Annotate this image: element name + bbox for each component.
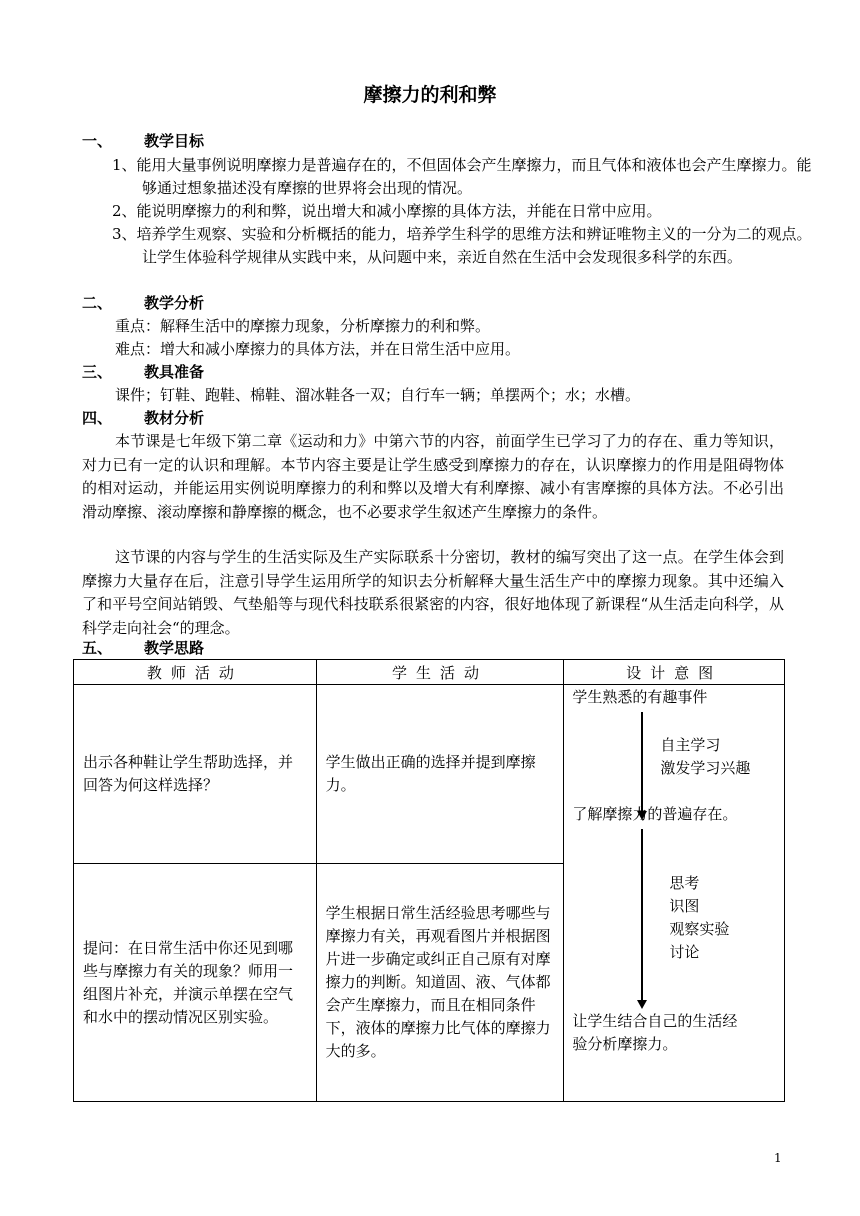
design-intent-cell: [565, 686, 783, 1100]
header-student-activity: 学生活动: [316, 660, 564, 685]
design-text: 了解摩擦力的普遍存在。: [572, 805, 738, 823]
objective-item: 3、培养学生观察、实验和分析概括的能力，培养学生科学的思维方法和辨证唯物主义的一分为二的观点。让学生体验科学规律从实践中来，从问题中来，亲近自然在生活中会发现很多科学的东西。: [112, 225, 812, 266]
design-text: 讨论: [669, 943, 700, 961]
page-number: 1: [774, 1151, 782, 1165]
section-heading-teaching-plan: [82, 637, 204, 659]
section-title: 教具准备: [144, 363, 205, 381]
section-title: 教材分析: [144, 409, 205, 427]
student-activity-cell: 学生根据日常生活经验思考哪些与摩擦力有关，再观看图片并根据图片进一步确定或纠正自己原有对摩擦力的判断。知道固、液、气体都会产生摩擦力，而且在相同条件下，液体的摩擦力比气体的摩擦力大的多。: [325, 904, 551, 1061]
flow-arrow: [641, 829, 643, 1001]
teacher-activity-cell: 出示各种鞋让学生帮助选择，并回答为何这样选择？: [83, 753, 294, 795]
design-text: 识图: [669, 897, 700, 915]
objective-item: 2、能说明摩擦力的利和弊，说出增大和减小摩擦的具体方法，并能在日常中应用。: [112, 202, 662, 220]
material-paragraph: 本节课是七年级下第二章《运动和力》中第六节的内容，前面学生已学习了力的存在、重力等知识，对力已有一定的认识和理解。本节内容主要是让学生感受到摩擦力的存在，认识摩擦力的作用是阻碍物体的相对运动，并能运用实例说明摩擦力的利和弊以及增大有利摩擦、减小有害摩擦的具体方法。不必引出滑动摩擦、滚动摩擦和静摩擦的概念，也不必要求学生叙述产生摩擦力的条件。: [82, 432, 784, 521]
teacher-activity-cell: 提问：在日常生活中你还见到哪些与摩擦力有关的现象？师用一组图片补充，并演示单摆在空气和水中的摆动情况区别实验。: [83, 938, 294, 1026]
section-number: 一、: [82, 132, 113, 150]
section-number: 二、: [82, 294, 113, 312]
section-number: 三、: [82, 363, 113, 381]
design-text: 验分析摩擦力。: [572, 1035, 678, 1053]
material-paragraph: 这节课的内容与学生的生活实际及生产实际联系十分密切，教材的编写突出了这一点。在学生体会到摩擦力大量存在后，注意引导学生运用所学的知识去分析解释大量生活生产中的摩擦力现象。其中还编入了和平号空间站销毁、气垫船等与现代科技联系很紧密的内容，很好地体现了新课程“从生活走向科学，从科学走向社会“的理念。: [82, 548, 784, 637]
flow-arrow: [641, 712, 643, 812]
section-title: 教学目标: [144, 132, 205, 150]
document-title: 摩擦力的利和弊: [363, 84, 497, 106]
design-text: 思考: [669, 874, 700, 892]
section-title: 教学思路: [144, 639, 205, 657]
section-heading-objectives: [82, 130, 204, 152]
section-heading-material: [82, 407, 204, 429]
design-text: 学生熟悉的有趣事件: [572, 688, 708, 706]
design-text: 自主学习: [660, 736, 721, 754]
equipment-list: 课件；钉鞋、跑鞋、棉鞋、溜冰鞋各一双；自行车一辆；单摆两个；水；水槽。: [115, 386, 641, 404]
table-header-row: [74, 660, 785, 685]
header-design-intent: 设计意图: [564, 660, 785, 685]
objective-item: 1、能用大量事例说明摩擦力是普遍存在的，不但固体会产生摩擦力，而且气体和液体也会产生摩擦力。能够通过想象描述没有摩擦的世界将会出现的情况。: [112, 156, 812, 197]
difficult-point: 难点：增大和减小摩擦力的具体方法，并在日常生活中应用。: [115, 340, 521, 358]
key-point: 重点：解释生活中的摩擦力现象，分析摩擦力的利和弊。: [115, 317, 491, 335]
design-text: 让学生结合自己的生活经: [572, 1012, 738, 1030]
section-heading-analysis: [82, 292, 204, 314]
table-row: [74, 685, 785, 864]
design-text: 观察实验: [669, 920, 730, 938]
section-heading-equipment: [82, 361, 204, 383]
design-text: 激发学习兴趣: [660, 759, 751, 777]
section-number: 五、: [82, 639, 113, 657]
student-activity-cell: 学生做出正确的选择并提到摩擦力。: [325, 753, 536, 795]
section-number: 四、: [82, 409, 113, 427]
section-title: 教学分析: [144, 294, 205, 312]
teaching-plan-table: [73, 659, 785, 1102]
header-teacher-activity: 教师活动: [74, 660, 317, 685]
